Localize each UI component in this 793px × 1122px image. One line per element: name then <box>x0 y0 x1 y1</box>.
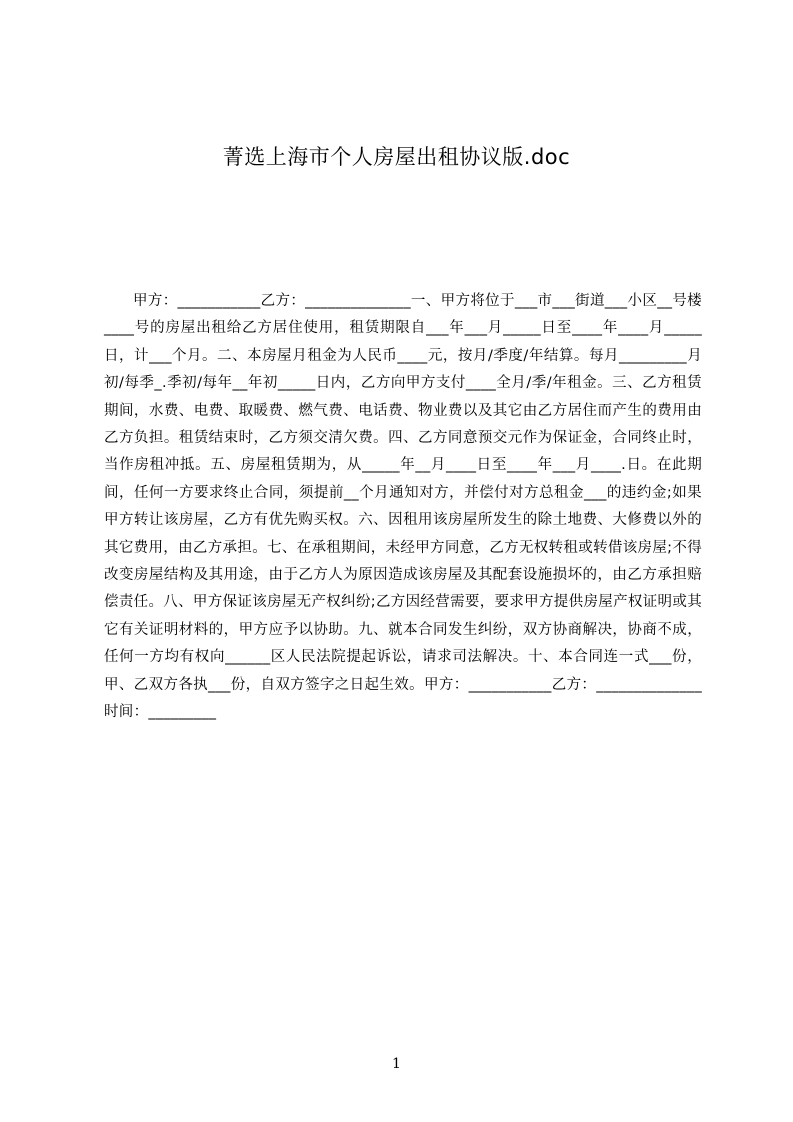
agreement-body-text: 甲方：___________乙方：______________一、甲方将位于___市___街道___小区__号楼____号的房屋出租给乙方居住使用，租赁期限自___年___月_____日至____年____月_____日，计___个月。二、本房屋月租金为人民币____元，按月/季度/年结算。每月_________月初/每季_.季初/每年__年初_____日内，乙方向甲方支付____全月/季/年租金。三、乙方租赁期间，水费、电费、取暖费、燃气费、电话费、物业费以及其它由乙方居住而产生的费用由乙方负担。租赁结束时，乙方须交清欠费。四、乙方同意预交元作为保证金，合同终止时，当作房租冲抵。五、房屋租赁期为，从_____年__月____日至____年___月____.日。在此期间，任何一方要求终止合同，须提前__个月通知对方，并偿付对方总租金___的违约金;如果甲方转让该房屋，乙方有优先购买权。六、因租用该房屋所发生的除土地费、大修费以外的其它费用，由乙方承担。七、在承租期间，未经甲方同意，乙方无权转租或转借该房屋;不得改变房屋结构及其用途，由于乙方人为原因造成该房屋及其配套设施损坏的，由乙方承担赔偿责任。八、甲方保证该房屋无产权纠纷;乙方因经营需要，要求甲方提供房屋产权证明或其它有关证明材料的，甲方应予以协助。九、就本合同发生纠纷，双方协商解决，协商不成，任何一方均有权向______区人民法院提起诉讼，请求司法解决。十、本合同连一式___份，甲、乙双方各执___份，自双方签字之日起生效。甲方：___________乙方：______________时间：_________ <box>104 293 702 721</box>
page-number: 1 <box>392 1056 401 1072</box>
document-title: 菁选上海市个人房屋出租协议版.doc <box>222 145 571 169</box>
